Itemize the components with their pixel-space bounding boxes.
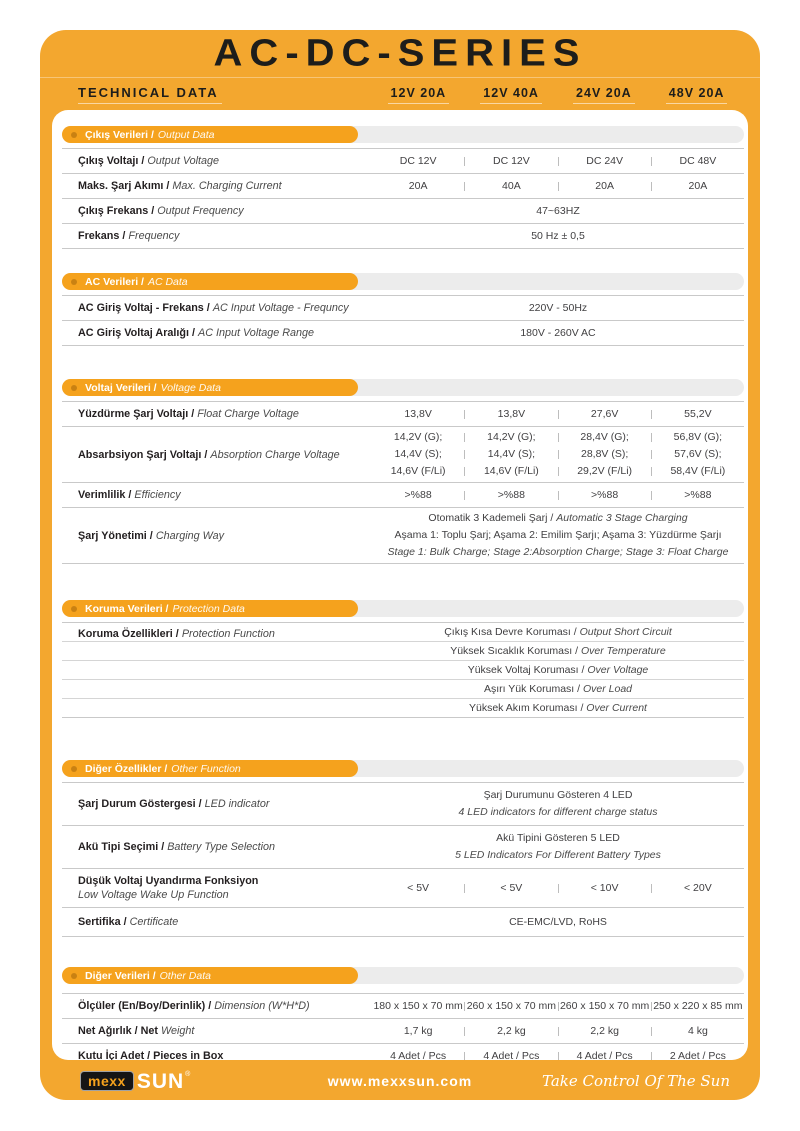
section-header-strip — [62, 126, 744, 143]
section-title-tr: Koruma Verileri / — [85, 602, 169, 615]
row-label: Sertifika / Certificate — [78, 916, 179, 928]
value-cell: 260 x 150 x 70 mm — [559, 1000, 650, 1012]
value-cell: < 5V — [407, 882, 430, 894]
section-pill — [62, 967, 358, 984]
row-label: AC Giriş Voltaj Aralığı / AC Input Voltage Range — [78, 327, 315, 339]
column-header-48v20a: 48V 20A — [650, 84, 743, 104]
value-cell: DC 12V — [399, 155, 437, 167]
technical-data-label: TECHNICAL DATA — [78, 85, 222, 104]
merged-value: Yüksek Akım Koruması / Over Current — [469, 702, 647, 714]
slogan-text: Take Control Of The Sun — [541, 1072, 730, 1090]
row-label: Şarj Yönetimi / Charging Way — [78, 529, 225, 542]
value-cell: 20A — [688, 180, 708, 192]
datasheet-panel — [40, 30, 760, 1100]
row-label: Koruma Özellikleri / Protection Function — [78, 628, 275, 640]
row-label: Düşük Voltaj Uyandırma Fonksiyon Low Voltage Wake Up Function — [78, 875, 259, 901]
value-cell: 14,6V (F/Li) — [483, 465, 539, 477]
value-cell: 57,6V (S); — [674, 448, 722, 460]
table-row — [62, 908, 744, 937]
section-pill — [62, 379, 358, 396]
value-cell: 20A — [408, 180, 428, 192]
section-title-tr: Diğer Verileri / — [85, 969, 156, 982]
section-header-strip — [62, 760, 744, 777]
section-title-tr: Voltaj Verileri / — [85, 381, 157, 394]
column-header-24v20a: 24V 20A — [558, 84, 651, 104]
merged-value: 180V - 260V AC — [520, 326, 596, 339]
row-label: Frekans / Frequency — [78, 230, 180, 242]
row-label: Çıkış Frekans / Output Frequency — [78, 205, 244, 217]
table-row — [62, 994, 744, 1019]
value-cell: 14,4V (S); — [487, 448, 536, 460]
row-values — [372, 1050, 744, 1060]
table-row — [62, 224, 744, 249]
row-values — [372, 1000, 744, 1012]
section-ac-data — [62, 273, 744, 346]
row-values — [372, 408, 744, 420]
section-pill — [62, 273, 358, 290]
section-title-en: Voltage Data — [160, 381, 221, 394]
logo-sun-text: SUN — [136, 1069, 185, 1093]
value-cell: 56,8V (G); — [673, 431, 723, 443]
value-cell: 40A — [502, 180, 521, 192]
table-row — [62, 174, 744, 199]
section-title-en: Protection Data — [172, 602, 245, 615]
value-cell: 13,8V — [497, 408, 526, 420]
row-label: Verimlilik / Efficiency — [78, 489, 181, 501]
bullet-icon — [71, 606, 77, 612]
data-card — [52, 110, 748, 1060]
value-cell: 2,2 kg — [590, 1025, 619, 1037]
row-values — [372, 180, 744, 192]
bullet-icon — [71, 279, 77, 285]
value-cell: 14,6V (F/Li) — [390, 465, 446, 477]
section-title-tr: Diğer Özellikler / — [85, 762, 168, 775]
section-title-tr: AC Verileri / — [85, 275, 144, 288]
value-cell: 1,7 kg — [403, 1025, 433, 1037]
section-title-en: Output Data — [157, 128, 215, 141]
value-cell: 180 x 150 x 70 mm — [373, 1000, 463, 1012]
table-row — [62, 1019, 744, 1044]
value-cell: 55,2V — [684, 408, 712, 420]
section-pill — [62, 600, 358, 617]
website-link[interactable]: www.mexxsun.com — [327, 1073, 473, 1089]
value-cell: 14,2V (G); — [487, 431, 536, 443]
bullet-icon — [71, 132, 77, 138]
logo-mexx-badge: mexx — [80, 1071, 134, 1091]
value-cell: < 5V — [500, 882, 523, 894]
section-title-en: AC Data — [147, 275, 188, 288]
value-cell: >%88 — [591, 489, 619, 501]
row-values — [372, 155, 744, 167]
section-title-tr: Çıkış Verileri / — [85, 128, 154, 141]
table-row — [62, 321, 744, 346]
row-label: Kutu İçi Adet / Pieces in Box — [78, 1050, 224, 1060]
row-label: Akü Tipi Seçimi / Battery Type Selection — [78, 841, 276, 853]
section-pill — [62, 760, 358, 777]
value-cell: DC 24V — [586, 155, 623, 167]
section-other-function — [62, 760, 744, 937]
value-cell: < 10V — [590, 882, 619, 894]
table-row — [62, 402, 744, 427]
row-values — [372, 489, 744, 501]
row-label: Yüzdürme Şarj Voltajı / Float Charge Voltage — [78, 408, 299, 420]
column-header-12v20a: 12V 20A — [372, 84, 465, 104]
table-row — [62, 296, 744, 321]
value-cell: < 20V — [684, 882, 712, 894]
table-row — [62, 149, 744, 174]
row-label: Ölçüler (En/Boy/Derinlik) / Dimension (W*H*D) — [78, 1000, 310, 1012]
title-band — [40, 30, 760, 78]
value-cell: 14,4V (S); — [394, 448, 442, 460]
value-cell: 14,2V (G); — [393, 431, 443, 443]
table-row — [62, 483, 744, 508]
section-output-data — [62, 126, 744, 249]
value-cell: 27,6V — [590, 408, 619, 420]
row-label: Absarbsiyon Şarj Voltajı / Absorption Charge Voltage — [78, 448, 340, 461]
merged-value: Yüksek Voltaj Koruması / Over Voltage — [467, 664, 649, 676]
section-other-data — [62, 967, 744, 1060]
merged-value: Yüksek Sıcaklık Koruması / Over Temperature — [450, 645, 666, 657]
merged-value: 47~63HZ — [536, 204, 580, 217]
section-header-strip — [62, 967, 744, 984]
value-cell: 28,8V (S); — [580, 448, 629, 460]
value-cell: 260 x 150 x 70 mm — [466, 1000, 557, 1012]
merged-value: Çıkış Kısa Devre Koruması / Output Short Circuit — [444, 626, 672, 638]
brand-logo — [80, 1071, 190, 1092]
merged-value: Şarj Durumunu Gösteren 4 LED 4 LED indicators for different charge status — [458, 789, 658, 818]
bullet-icon — [71, 766, 77, 772]
value-cell: 20A — [595, 180, 614, 192]
value-cell: 4 Adet / Pcs — [390, 1050, 447, 1060]
section-protection-data — [62, 600, 744, 718]
section-title-en: Other Function — [171, 762, 241, 775]
row-label: Çıkış Voltajı / Output Voltage — [78, 155, 220, 167]
merged-value: Aşırı Yük Koruması / Over Load — [483, 683, 633, 695]
section-voltage-data — [62, 379, 744, 564]
value-cell: 4 kg — [687, 1025, 708, 1037]
table-row — [62, 508, 744, 564]
row-label: Net Ağırlık / Net Weight — [78, 1025, 195, 1037]
section-header-strip — [62, 273, 744, 290]
merged-value: 220V - 50Hz — [528, 301, 588, 314]
row-label: AC Giriş Voltaj - Frekans / AC Input Voltage - Frequncy — [78, 302, 349, 314]
table-row — [62, 1044, 744, 1060]
value-cell: 58,4V (F/Li) — [670, 465, 726, 477]
value-cell: >%88 — [497, 489, 525, 501]
page-title: AC-DC-SERIES — [213, 32, 587, 74]
column-header-12v40a: 12V 40A — [465, 84, 558, 104]
value-cell: 250 x 220 x 85 mm — [653, 1000, 743, 1012]
merged-value: CE-EMC/LVD, RoHS — [509, 915, 607, 928]
value-cell: DC 12V — [492, 155, 530, 167]
section-title-en: Other Data — [159, 969, 211, 982]
value-cell: 28,4V (G); — [580, 431, 629, 443]
row-values — [372, 1025, 744, 1037]
value-cell: 4 Adet / Pcs — [576, 1050, 633, 1060]
row-values — [372, 429, 744, 480]
section-header-strip — [62, 379, 744, 396]
table-row — [62, 869, 744, 908]
value-cell: 13,8V — [404, 408, 432, 420]
row-label: Maks. Şarj Akımı / Max. Charging Current — [78, 180, 282, 192]
section-header-strip — [62, 600, 744, 617]
value-cell: DC 48V — [679, 155, 717, 167]
value-cell: >%88 — [684, 489, 712, 501]
footer-bar — [40, 1062, 760, 1100]
section-pill — [62, 126, 358, 143]
table-row — [62, 783, 744, 826]
row-values — [372, 882, 744, 894]
value-cell: >%88 — [404, 489, 432, 501]
value-cell: 4 Adet / Pcs — [483, 1050, 540, 1060]
columns-band — [40, 78, 760, 110]
merged-value: 50 Hz ± 0,5 — [531, 229, 585, 242]
bullet-icon — [71, 385, 77, 391]
merged-value: Otomatik 3 Kademeli Şarj / Automatic 3 Stage Charging Aşama 1: Toplu Şarj; Aşama 2: Emilim Şarjı; Aşama 3: Yüzdürme Şarjı Stage 1: Bulk Charge; Stage 2:Absorption Charge; Stage 3: Float Charge — [387, 512, 729, 558]
table-row — [62, 199, 744, 224]
value-cell: 29,2V (F/Li) — [577, 465, 633, 477]
value-cell: 2,2 kg — [497, 1025, 526, 1037]
table-row — [62, 427, 744, 483]
registered-mark-icon: ® — [185, 1070, 191, 1078]
value-cell: 2 Adet / Pcs — [669, 1050, 726, 1060]
table-row — [62, 826, 744, 869]
table-row — [62, 623, 744, 718]
bullet-icon — [71, 973, 77, 979]
row-label: Şarj Durum Göstergesi / LED indicator — [78, 798, 270, 810]
merged-value: Akü Tipini Gösteren 5 LED 5 LED Indicators For Different Battery Types — [455, 832, 661, 861]
